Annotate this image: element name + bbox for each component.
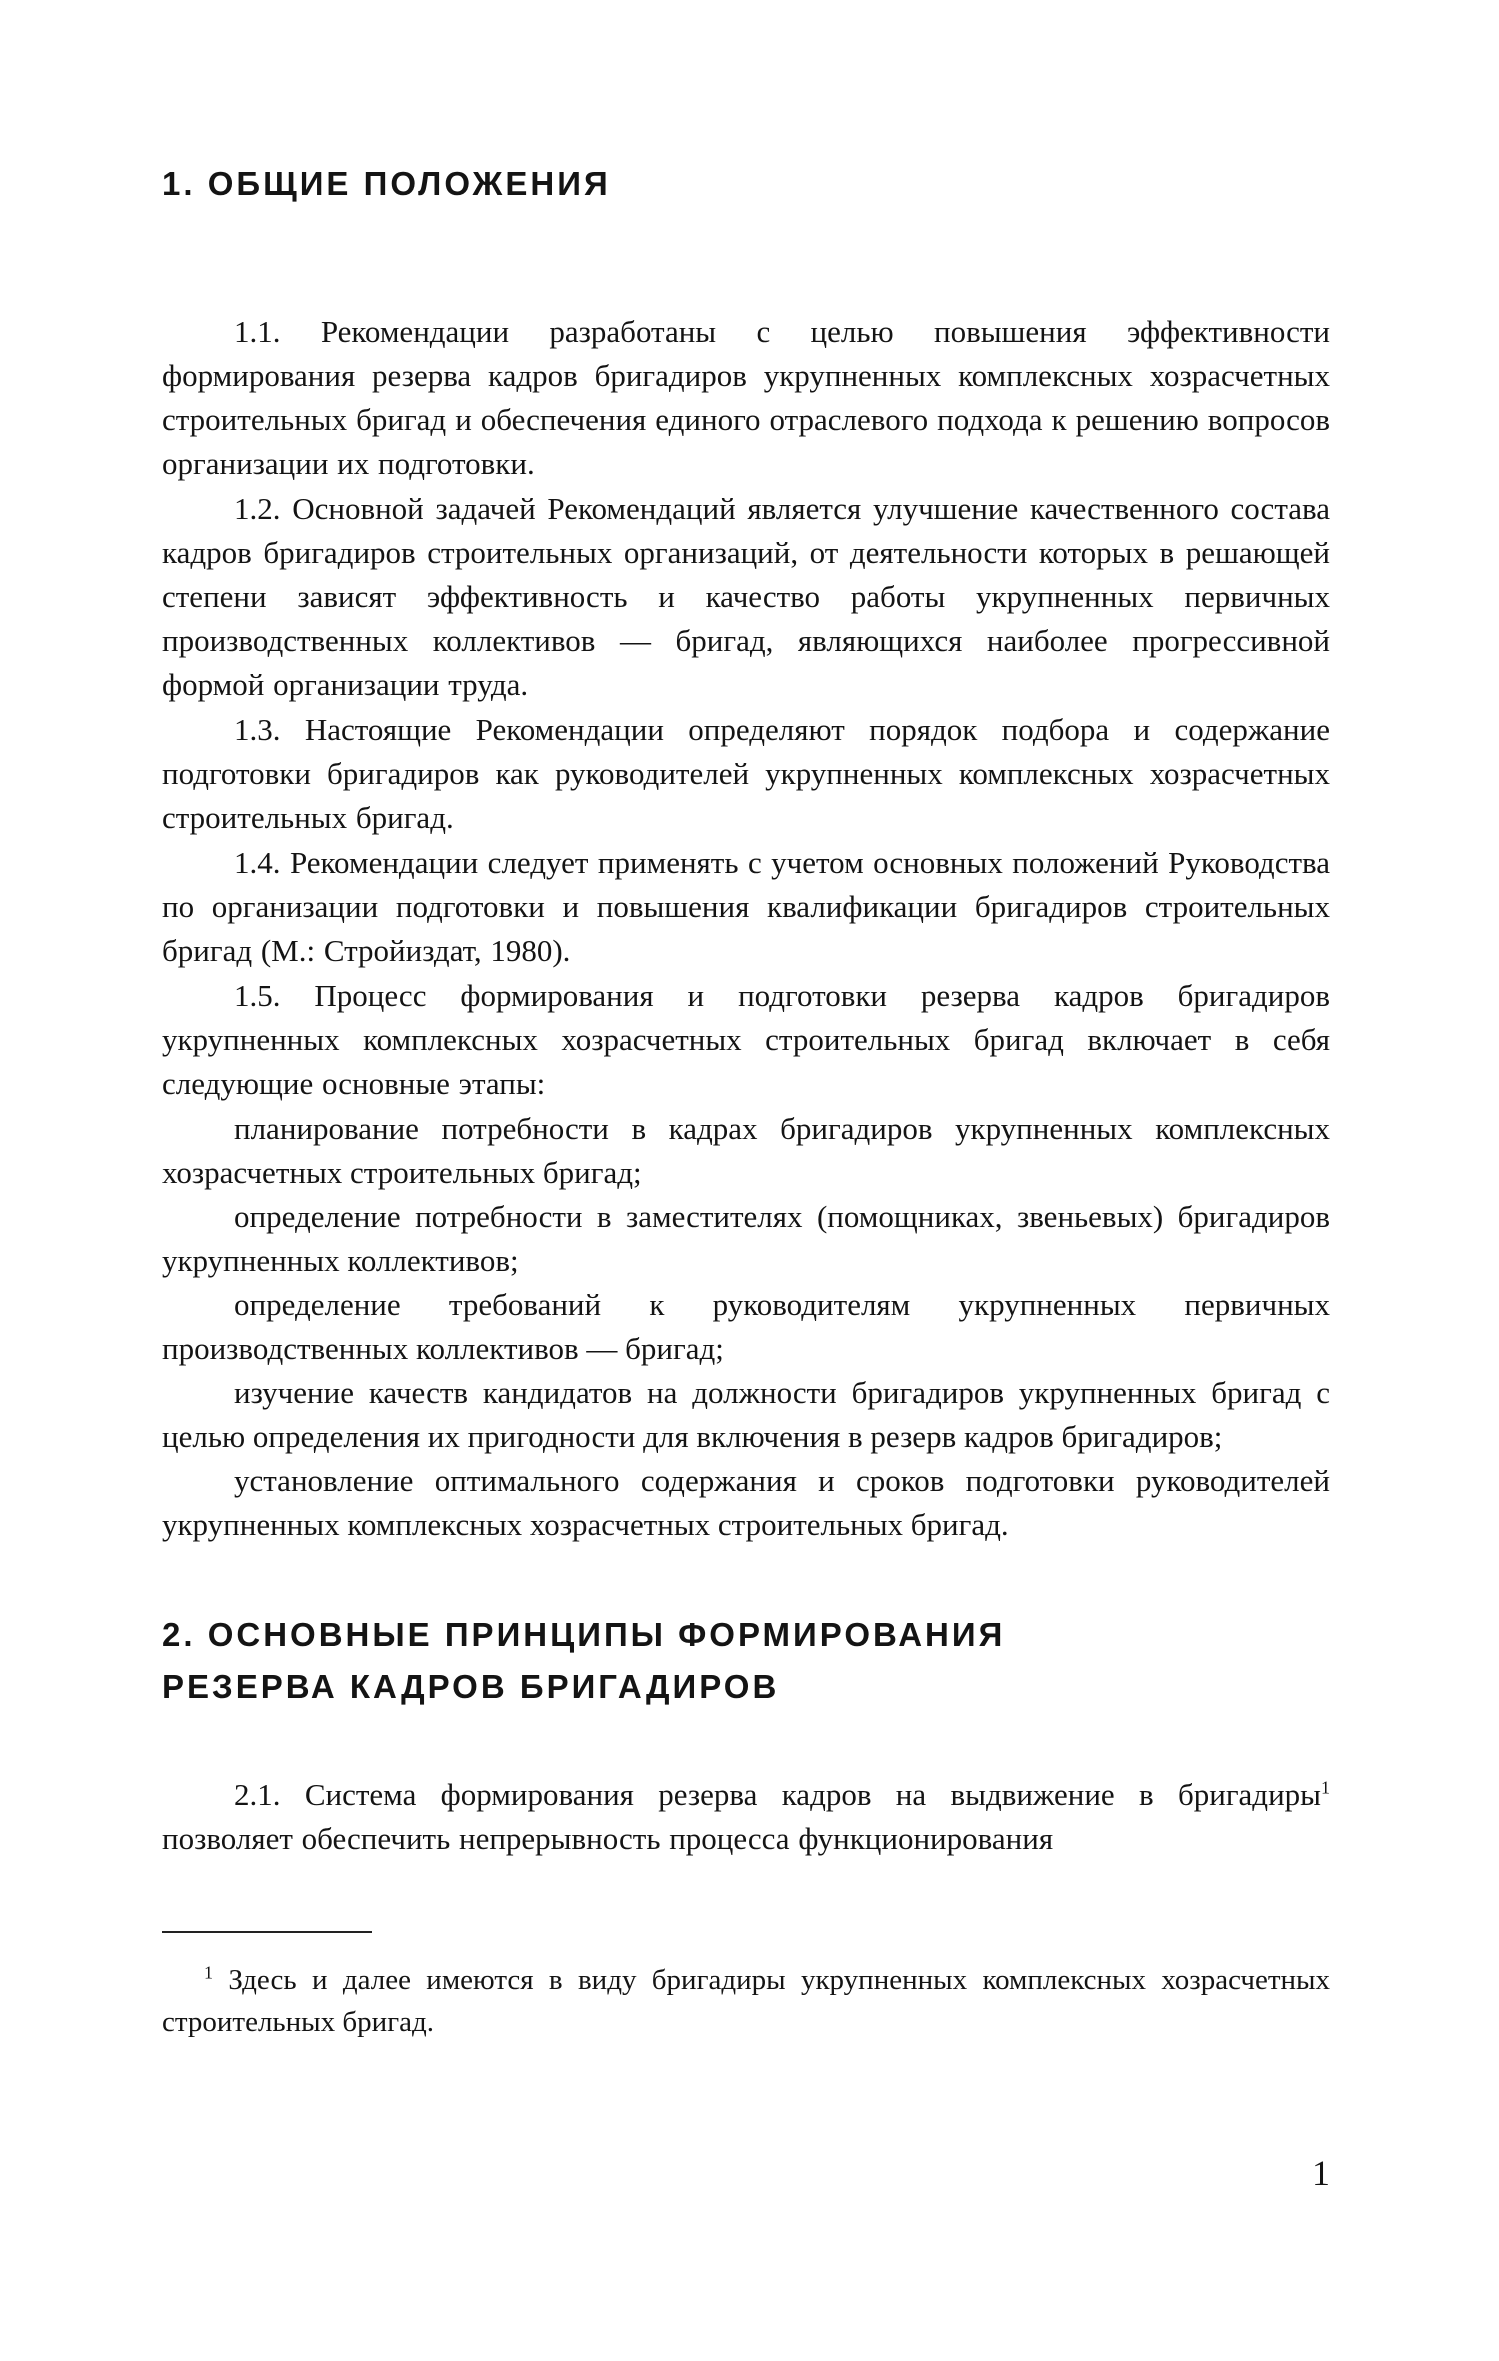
footnote-text: Здесь и далее имеются в виду бригадиры укрупненных комплексных хозрасчетных строительных бригад. (162, 1964, 1330, 2038)
stage-item: определение потребности в заместителях (помощниках, звеньевых) бригадиров укрупненных коллективов; (162, 1199, 1330, 1278)
stage-item: установление оптимального содержания и сроков подготовки руководителей укрупненных комплексных хозрасчетных строительных бригад. (162, 1463, 1330, 1542)
paragraph-text: позволяет обеспечить непрерывность процесса функционирования (162, 1821, 1054, 1856)
paragraph-number: 2.1. (234, 1777, 281, 1812)
paragraph-1-3 (162, 708, 1330, 840)
section-2-heading (162, 1609, 1330, 1713)
paragraph-text: Настоящие Рекомендации определяют порядок подбора и содержание подготовки бригадиров как руководителей укрупненных комплексных хозрасчетных строительных бригад. (162, 712, 1330, 835)
section-2-heading-line-1: 2. ОСНОВНЫЕ ПРИНЦИПЫ ФОРМИРОВАНИЯ (162, 1616, 1006, 1653)
stage-item: планирование потребности в кадрах бригадиров укрупненных комплексных хозрасчетных строительных бригад; (162, 1111, 1330, 1190)
document-page (162, 150, 1330, 2043)
paragraph-number: 1.3. (234, 712, 281, 747)
footnote (162, 1959, 1330, 2043)
paragraph-number: 1.1. (234, 314, 281, 349)
paragraph-text: Система формирования резерва кадров на выдвижение в бригадиры (280, 1777, 1321, 1812)
paragraph-2-1 (162, 1773, 1330, 1861)
paragraph-text: Процесс формирования и подготовки резерва кадров бригадиров укрупненных комплексных хозрасчетных строительных бригад включает в себя следующие основные этапы: (162, 978, 1330, 1101)
paragraph-1-1 (162, 310, 1330, 486)
paragraph-1-2 (162, 487, 1330, 707)
footnote-reference: 1 (1321, 1777, 1330, 1798)
paragraph-text: Основной задачей Рекомендаций является улучшение качественного состава кадров бригадиров строительных организаций, от деятельности которых в решающей степени зависят эффективность и качество работы укрупненных первичных производственных коллективов — бригад, являющихся наиболее прогрессивной формой организации труда. (162, 491, 1330, 702)
page-number: 1 (1312, 2153, 1330, 2193)
paragraph-1-5 (162, 974, 1330, 1106)
footnote-mark: 1 (204, 1962, 213, 1983)
paragraph-number: 1.5. (234, 978, 281, 1013)
stage-item: изучение качеств кандидатов на должности бригадиров укрупненных бригад с целью определения их пригодности для включения в резерв кадров бригадиров; (162, 1375, 1330, 1454)
paragraph-text: Рекомендации следует применять с учетом основных положений Руководства по организации подготовки и повышения квалификации бригадиров строительных бригад (М.: Стройиздат, 1980). (162, 845, 1330, 968)
paragraph-number: 1.4. (234, 845, 281, 880)
paragraph-1-4 (162, 841, 1330, 973)
footnote-divider (162, 1931, 372, 1933)
paragraph-number: 1.2. (234, 491, 281, 526)
section-2-heading-line-2: РЕЗЕРВА КАДРОВ БРИГАДИРОВ (162, 1668, 780, 1705)
stage-item: определение требований к руководителям укрупненных первичных производственных коллективов — бригад; (162, 1287, 1330, 1366)
section-1-heading: 1. ОБЩИЕ ПОЛОЖЕНИЯ (162, 165, 611, 202)
paragraph-text: Рекомендации разработаны с целью повышения эффективности формирования резерва кадров бригадиров укрупненных комплексных хозрасчетных строительных бригад и обеспечения единого отраслевого подхода к решению вопросов организации их подготовки. (162, 314, 1330, 481)
